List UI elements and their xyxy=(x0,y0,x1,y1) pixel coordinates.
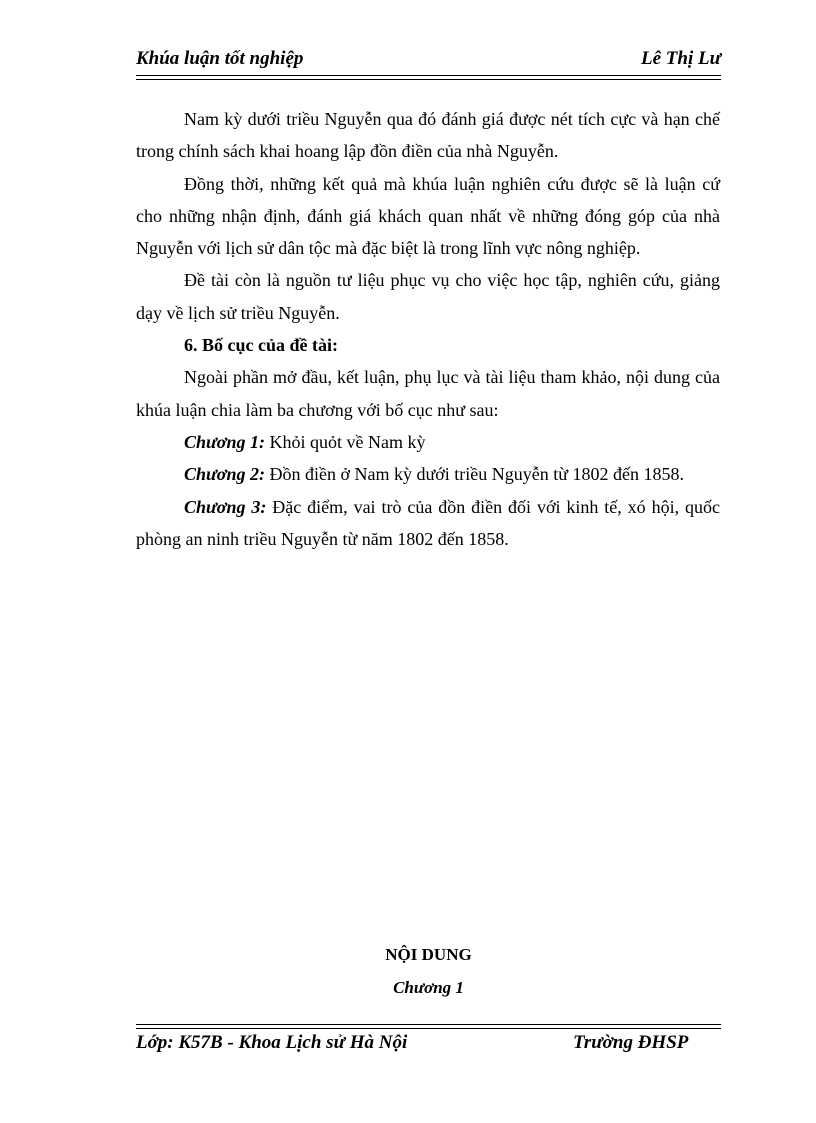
chapter-item-1 xyxy=(136,426,720,458)
page-footer xyxy=(136,1031,721,1079)
footer-school-name: Trường ĐHSP xyxy=(573,1032,689,1053)
header-thesis-title: Khúa luận tốt nghiệp xyxy=(136,48,304,69)
document-body xyxy=(136,103,720,555)
paragraph-3: Đề tài còn là nguồn tư liệu phục vụ cho việc học tập, nghiên cứu, giảng dạy về lịch sử triều Nguyễn. xyxy=(136,270,720,323)
chapter-item-2 xyxy=(136,458,720,490)
paragraph-1: Nam kỳ dưới triều Nguyễn qua đó đánh giá được nét tích cực và hạn chế trong chính sách khai hoang lập đồn điền của nhà Nguyễn. xyxy=(136,109,720,162)
section-heading: 6. Bố cục của đề tài: xyxy=(184,335,338,356)
chapter-label: Chương 3: xyxy=(184,496,267,517)
chapter-text: Đặc điểm, vai trò của đồn điền đối với kinh tế, xó hội, quốc phòng an ninh triều Nguyễn từ năm 1802 đến 1858. xyxy=(136,496,720,549)
page-header xyxy=(136,48,721,74)
footer-divider xyxy=(136,1024,721,1029)
header-author-name: Lê Thị Lư xyxy=(641,48,721,69)
content-title: NỘI DUNG xyxy=(385,945,472,964)
header-divider xyxy=(136,75,721,80)
chapter-item-3 xyxy=(136,491,720,556)
paragraph-2: Đồng thời, những kết quả mà khúa luận nghiên cứu được sẽ là luận cứ cho những nhận định, đánh giá khách quan nhất về những đóng góp của nhà Nguyễn với lịch sử dân tộc mà đặc biệt là trong lĩnh vực nông nghiệp. xyxy=(136,173,720,259)
chapter-label: Chương 2: xyxy=(184,464,265,485)
paragraph-4: Ngoài phần mở đầu, kết luận, phụ lục và tài liệu tham khảo, nội dung của khúa luận chia làm ba chương với bố cục như sau: xyxy=(136,367,720,420)
chapter-text: Đồn điền ở Nam kỳ dưới triều Nguyễn từ 1802 đến 1858. xyxy=(264,464,684,485)
chapter-label: Chương 1: xyxy=(184,431,265,452)
chapter-title: Chương 1 xyxy=(393,978,464,997)
chapter-text: Khỏi quỏt về Nam kỳ xyxy=(264,431,426,452)
footer-class-info: Lớp: K57B - Khoa Lịch sử Hà Nội xyxy=(136,1032,408,1053)
